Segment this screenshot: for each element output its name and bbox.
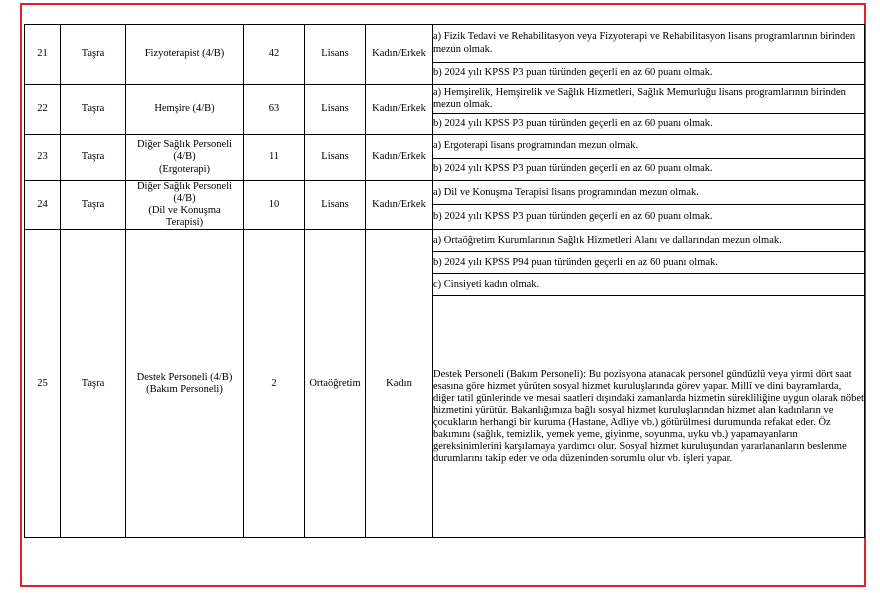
position-line: Fizyoterapist (4/B) [144, 48, 225, 60]
requirement-cell: a) Dil ve Konuşma Terapisi lisans programından mezun olmak. [433, 181, 865, 205]
row-number: 24 [25, 181, 61, 230]
position-line: (Ergoterapi) [158, 163, 211, 175]
position-line: Destek Personeli (4/B) [136, 371, 233, 383]
position-cell [126, 181, 244, 230]
row-number: 23 [25, 135, 61, 181]
education-cell: Lisans [305, 85, 366, 135]
education-cell: Lisans [305, 135, 366, 181]
position-line: (4/B) [173, 193, 196, 205]
position-table [24, 24, 865, 538]
education-cell: Lisans [305, 25, 366, 85]
location-cell: Taşra [61, 85, 126, 135]
row-number: 21 [25, 25, 61, 85]
education-cell: Lisans [305, 181, 366, 230]
gender-cell: Kadın [366, 230, 433, 538]
table-row [25, 230, 865, 252]
requirement-cell: b) 2024 yılı KPSS P3 puan türünden geçerli en az 60 puanı olmak. [433, 63, 865, 85]
quota-cell: 42 [244, 25, 305, 85]
education-cell: Ortaöğretim [305, 230, 366, 538]
position-line: (Dil ve Konuşma [148, 205, 221, 217]
row-number: 22 [25, 85, 61, 135]
job-description-cell: Destek Personeli (Bakım Personeli): Bu pozisyona atanacak personel gündüzlü veya yirmi dört saat esasına göre hizmet yürüten sosyal hizmet kuruluşlarında görev yapar. Millî ve dini bayramlarda, diğer tatil günlerinde ve mesai saatleri dışındaki zamanlarda hizmetin sürekliliğine uygun olarak nöbet hizmetini yürütür. Bakanlığımıza bağlı sosyal hizmet kuruluşlarından hizmet alan kadınların ve çocukların herhangi bir kuruma (Hastane, Adliye vb.) götürülmesi durumunda refakat eder. Öz bakımını (sağlık, temizlik, yemek yeme, giyinme, soyunma, uyku vb.) yapamayanların gereksinimlerini karşılamaya yardımcı olur. Sosyal hizmet kuruluşundan yararlananların beslenme durumlarını takip eder ve oda düzeninden sorumlu olur vb. işleri yapar. [433, 296, 865, 538]
row-number: 25 [25, 230, 61, 538]
requirement-cell: a) Ergoterapi lisans programından mezun olmak. [433, 135, 865, 159]
gender-cell: Kadın/Erkek [366, 25, 433, 85]
requirement-cell: a) Fizik Tedavi ve Rehabilitasyon veya Fizyoterapi ve Rehabilitasyon lisans programlarının birinden mezun olmak. [433, 25, 865, 63]
table-row [25, 25, 865, 63]
requirement-cell: c) Cinsiyeti kadın olmak. [433, 274, 865, 296]
table-row [25, 135, 865, 159]
gender-cell: Kadın/Erkek [366, 85, 433, 135]
quota-cell: 63 [244, 85, 305, 135]
requirement-cell: b) 2024 yılı KPSS P3 puan türünden geçerli en az 60 puanı olmak. [433, 205, 865, 230]
requirement-cell: b) 2024 yılı KPSS P94 puan türünden geçerli en az 60 puanı olmak. [433, 252, 865, 274]
requirement-cell: b) 2024 yılı KPSS P3 puan türünden geçerli en az 60 puanı olmak. [433, 114, 865, 135]
location-cell: Taşra [61, 230, 126, 538]
table-row [25, 181, 865, 205]
position-line: Terapisi) [165, 217, 204, 229]
position-cell [126, 230, 244, 538]
quota-cell: 10 [244, 181, 305, 230]
location-cell: Taşra [61, 135, 126, 181]
position-line: (Bakım Personeli) [146, 383, 223, 395]
position-line: Diğer Sağlık Personeli [136, 181, 233, 192]
gender-cell: Kadın/Erkek [366, 135, 433, 181]
quota-cell: 11 [244, 135, 305, 181]
location-cell: Taşra [61, 181, 126, 230]
position-cell [126, 85, 244, 135]
table-row [25, 85, 865, 114]
requirement-cell: a) Hemşirelik, Hemşirelik ve Sağlık Hizmetleri, Sağlık Memurluğu lisans programlarının birinden mezun olmak. [433, 85, 865, 114]
requirement-cell: a) Ortaöğretim Kurumlarının Sağlık Hizmetleri Alanı ve dallarından mezun olmak. [433, 230, 865, 252]
quota-cell: 2 [244, 230, 305, 538]
position-line: Diğer Sağlık Personeli [136, 139, 233, 151]
location-cell: Taşra [61, 25, 126, 85]
requirement-cell: b) 2024 yılı KPSS P3 puan türünden geçerli en az 60 puanı olmak. [433, 159, 865, 181]
position-line: Hemşire (4/B) [154, 103, 215, 115]
position-cell [126, 135, 244, 181]
position-cell [126, 25, 244, 85]
gender-cell: Kadın/Erkek [366, 181, 433, 230]
position-line: (4/B) [173, 151, 196, 163]
